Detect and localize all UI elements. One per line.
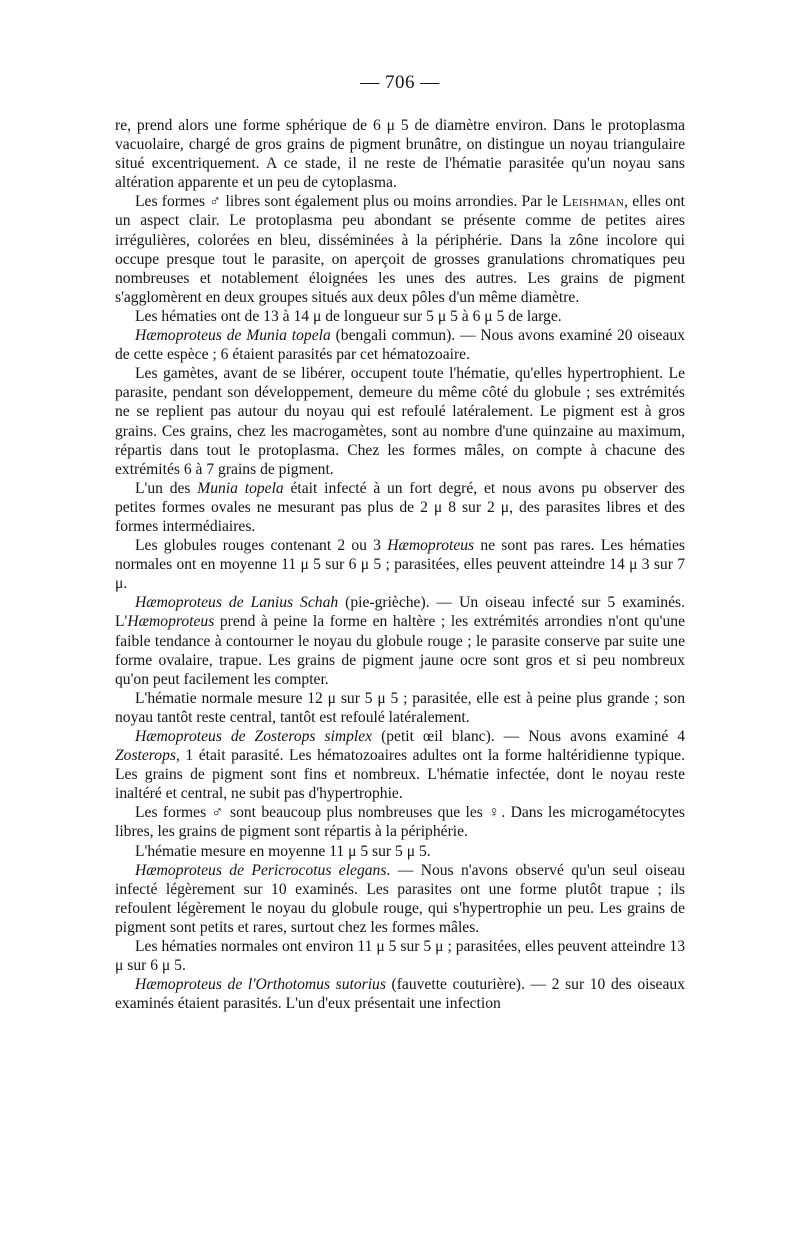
italic-text: Munia topela <box>197 479 284 497</box>
text-run: Les hématies normales ont environ 11 μ 5 sur 5 μ ; parasitées, elles peuvent atteindre 13 μ sur 6 μ 5. <box>115 938 685 975</box>
paragraph <box>115 192 685 307</box>
italic-text: Hæmoproteus de Pericrocotus elegans <box>135 861 387 879</box>
text-run: re, prend alors une forme sphérique de 6 μ 5 de diamètre environ. Dans le protoplasma vacuolaire, chargé de gros grains de pigment brunâtre, on distingue un noyau triangulaire situé excentriquement. A ce stade, il ne reste de l'hématie parasitée qu'un noyau sans altération apparente et un peu de cytoplasma. <box>115 117 685 192</box>
italic-text: Hæmoproteus de l'Orthotomus sutorius <box>135 976 386 994</box>
small-caps-text: Leishman <box>562 193 625 211</box>
text-run: Les gamètes, avant de se libérer, occupent toute l'hématie, qu'elles hypertrophient. Le parasite, pendant son développement, demeure du même côté du globule ; ses extrémités ne se replient pas autour du noyau qui est refoulé latéralement. Le pigment est à gros grains. Ces grains, chez les macrogamètes, sont au nombre d'une quinzaine au maximum, répartis dans tout le protoplasma. Chez les formes mâles, on compte à chacune des extrémités 6 à 7 grains de pigment. <box>115 365 685 478</box>
italic-text: Hæmoproteus de Munia topela <box>135 327 331 345</box>
paragraph <box>115 842 685 861</box>
text-run: L'hématie mesure en moyenne 11 μ 5 sur 5 μ 5. <box>135 842 431 860</box>
paragraph <box>115 593 685 688</box>
italic-text: Hæmoproteus de Lanius Schah <box>135 594 339 612</box>
paragraph <box>115 803 685 841</box>
paragraph <box>115 975 685 1013</box>
paragraph <box>115 861 685 937</box>
text-run: , 1 était parasité. Les hématozoaires adultes ont la forme haltéridienne typique. Les grains de pigment sont fins et nombreux. L'hématie infectée, dont le noyau reste inaltéré et central, ne subit pas d'hypertrophie. <box>115 747 685 803</box>
text-run: Les globules rouges contenant 2 ou 3 <box>135 537 388 555</box>
paragraph <box>115 364 685 479</box>
text-run: L'hématie normale mesure 12 μ sur 5 μ 5 ; parasitée, elle est à peine plus grande ; son noyau tantôt reste central, tantôt est refoulé latéralement. <box>115 689 685 726</box>
text-run: ne sont pas rares. Les hématies normales ont en moyenne 11 μ 5 sur 6 μ 5 ; parasitées, elles peuvent atteindre 14 μ 3 sur 7 μ. <box>115 537 685 593</box>
paragraph <box>115 116 685 192</box>
paragraph <box>115 727 685 803</box>
paragraph <box>115 937 685 975</box>
paragraph <box>115 307 685 326</box>
italic-text: Hæmoproteus <box>127 613 215 631</box>
text-run: (bengali commun). — Nous avons examiné 20 oiseaux de cette espèce ; 6 étaient parasités par cet hématozoaire. <box>115 327 685 364</box>
text-run: Les formes ♂ libres sont également plus ou moins arrondies. Par le <box>135 193 563 211</box>
text-run: . — Nous n'avons observé qu'un seul oiseau infecté légèrement sur 10 examinés. Les parasites ont une forme plutôt trapue ; ils refoulent légèrement le noyau du globule rouge, qui s'hypertrophie un peu. Les grains de pigment sont petits et rares, surtout chez les formes mâles. <box>115 861 685 936</box>
paragraph <box>115 479 685 536</box>
paragraph <box>115 536 685 593</box>
text-run: , elles ont un aspect clair. Le protoplasma peu abondant se présente comme de petites aires irrégulières, colorées en bleu, disséminées à la périphérie. Dans la zône incolore qui occupe presque tout le parasite, on aperçoit de grosses granulations chromatiques peu nombreuses et notablement éloignées les unes des autres. Les grains de pigment s'agglomèrent en deux groupes situés aux deux pôles d'un même diamètre. <box>115 193 685 306</box>
page-number: — 706 — <box>360 72 440 93</box>
paragraph <box>115 689 685 727</box>
body-text <box>115 116 685 1013</box>
text-run: L'un des <box>135 479 198 497</box>
text-run: Les formes ♂ sont beaucoup plus nombreuses que les ♀. Dans les microgamétocytes libres, les grains de pigment sont répartis à la périphérie. <box>115 804 685 841</box>
text-run: Les hématies ont de 13 à 14 μ de longueur sur 5 μ 5 à 6 μ 5 de large. <box>135 307 562 325</box>
text-run: était infecté à un fort degré, et nous avons pu observer des petites formes ovales ne mesurant pas plus de 2 μ 8 sur 2 μ, des parasites libres et des formes intermédiaires. <box>115 479 685 535</box>
text-run: (petit œil blanc). — Nous avons examiné 4 <box>372 728 685 745</box>
italic-text: Zosterops <box>115 747 176 765</box>
italic-text: Hæmoproteus de Zosterops simplex <box>135 728 373 745</box>
paragraph <box>115 326 685 364</box>
text-run: prend à peine la forme en haltère ; les extrémités arrondies n'ont qu'une faible tendance à contourner le noyau du globule rouge ; le parasite conserve par suite une forme ovalaire, trapue. Les grains de pigment jaune ocre sont gros et si peu nombreux qu'on peut facilement les compter. <box>115 613 685 688</box>
italic-text: Hæmoproteus <box>387 537 475 555</box>
text-run: (pie-grièche). — Un oiseau infecté sur 5 examinés. L' <box>115 594 685 631</box>
text-run: (fauvette couturière). — 2 sur 10 des oiseaux examinés étaient parasités. L'un d'eux présentait une infection <box>115 976 685 1013</box>
